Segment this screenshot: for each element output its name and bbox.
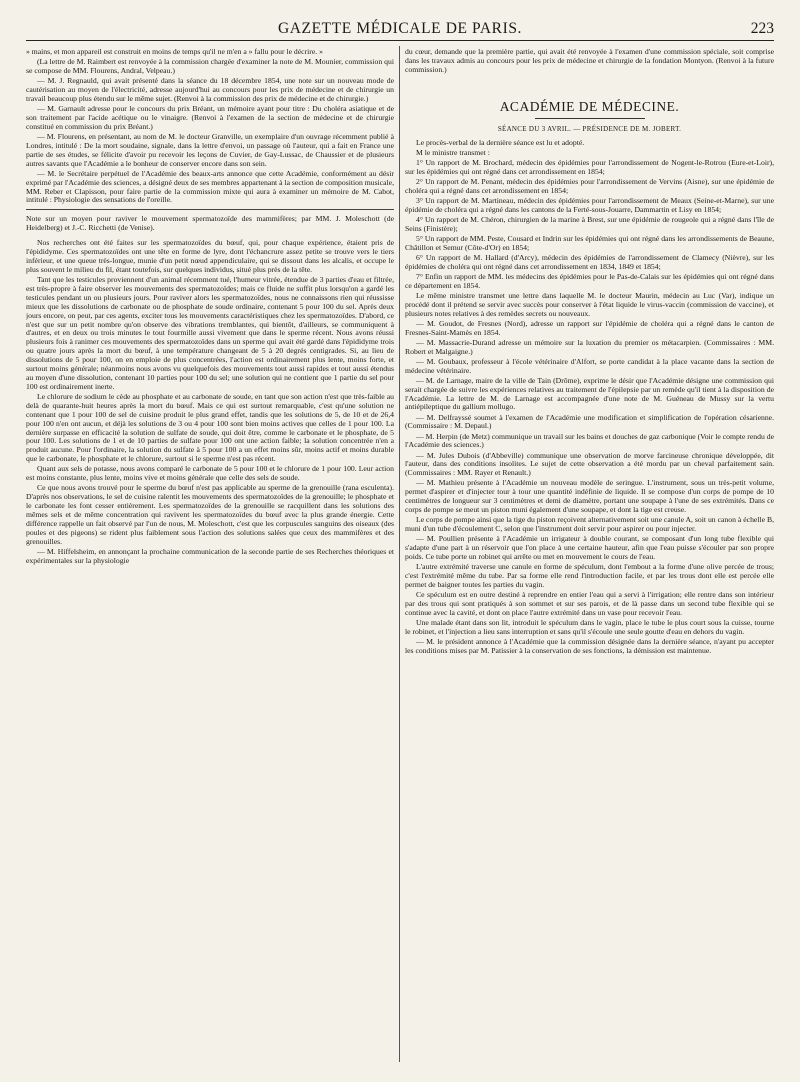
paragraph: Le procès-verbal de la dernière séance est lu et adopté. bbox=[416, 137, 585, 147]
paragraph: — M. le président annonce à l'Académie que la commission désignée dans la dernière séance, n'ayant pu accepter les conditions mises par M. Patissier à la conservation de ses fonctions, la démission est maintenue. bbox=[405, 636, 774, 655]
note-title: Note sur un moyen pour raviver le mouvement spermatozoïde des mammifères; par MM. J. Moleschott (de Heidelberg) et J.-C. Ricchetti (de Venise). bbox=[26, 214, 394, 233]
paragraph: 3° Un rapport de M. Martineau, médecin des épidémies pour l'arrondissement de Meaux (Seine-et-Marne), sur une épidémie de choléra qui a régné dans les cantons de la Ferté-sous-Jouarre, Dammartin et Lisy en 1854; bbox=[405, 195, 774, 214]
paragraph: Le corps de pompe ainsi que la tige du piston reçoivent alternativement soit une canule A, soit un canon à échelle B, muni d'un tube d'écoulement C, selon que l'instrument doit servir pour aspirer ou pour injecter. bbox=[405, 515, 774, 534]
column-divider bbox=[399, 46, 400, 1062]
heading-rule bbox=[535, 118, 645, 119]
paragraph: » mains, et mon appareil est construit en moins de temps qu'il ne m'en a » fallu pour le décrire. » bbox=[26, 48, 323, 56]
paragraph: Une malade étant dans son lit, introduit le spéculum dans le vagin, place le tube le plus court sous la cuisse, tourne le robinet, et l'injection a lieu sans interruption et sans qu'il s'écoule une seule goutte d'eau en dehors du vagin. bbox=[405, 617, 774, 636]
page-header bbox=[26, 18, 774, 41]
right-column bbox=[405, 48, 774, 1060]
paragraph: — M. Jules Dubois (d'Abbeville) communique une observation de morve farcineuse chronique développée, dit l'auteur, dans des conditions insolites. Le sujet de cette observation a été mordu par un cheval parfaitement sain. (Commissaires : MM. Rayer et Renault.) bbox=[405, 450, 774, 478]
paragraph: Le même ministre transmet une lettre dans laquelle M. le docteur Maurin, médecin au Luc (Var), indique un procédé dont il prétend se servir avec succès pour conserver à l'état liquide le virus-vaccin (commission de vaccine), et plusieurs notes relatives à des remèdes secrets ou nouveaux. bbox=[405, 290, 774, 318]
paragraph: — M. Herpin (de Metz) communique un travail sur les bains et douches de gaz carbonique (Voir le compte rendu de l'Académie des sciences.) bbox=[405, 431, 774, 450]
paragraph: Ce que nous avons trouvé pour le sperme du bœuf n'est pas applicable au sperme de la grenouille (rana esculenta). D'après nos observations, le sel de cuisine ralentit les mouvements des spermatozoïdes de la grenouille; le phosphate et le carbonate les font cesser entièrement. Les spermatozoïdes de la grenouille se racquillent dans les solutions des mêmes sels et de même concentration qui ravivent les spermatozoïdes du bœuf avec la plus grande énergie. Cette différence rappelle un fait observé par l'un de nous, M. Moleschott, c'est que les corpuscules sanguins des oiseaux (des poules et des pigeons) se rident plus faiblement sous l'action des solutions salées que ceux des mammifères et des grenouilles. bbox=[26, 483, 394, 546]
paragraph: — M. Massacrie-Durand adresse un mémoire sur la luxation du premier os métacarpien. (Commissaires : MM. Robert et Malgaigne.) bbox=[405, 337, 774, 356]
paragraph: Nos recherches ont été faites sur les spermatozoïdes du bœuf, qui, pour chaque expérience, étaient pris de l'épididyme. Ces spermatozoïdes ont une tête en forme de lyre, dont l'échancrure assez petite se trouve vers le tiers inférieur, et une queue très-longue, munie d'un petit nœud appendiculaire, qui se dissout dans les alcalis, et occupe le plus souvent le milieu du fil, étant toutefois, sur quelques individus, situé plus près de la tête. bbox=[26, 238, 394, 274]
paragraph: 5° Un rapport de MM. Peste, Cousard et Indrin sur les épidémies qui ont régné dans les arrondissements de Beaune, Châtillon et Semur (Côte-d'Or) en 1854; bbox=[405, 233, 774, 252]
paragraph: L'autre extrémité traverse une canule en forme de spéculum, dont l'embout a la forme d'une olive percée de trous; c'est l'extrémité même du tube. Par sa forme elle rend l'introduction facile, et par les trous dont elle est percée elle permet de baigner toutes les parties du vagin. bbox=[405, 562, 774, 589]
paragraph: — M. Hiffelsheim, en annonçant la prochaine communication de la seconde partie de ses Recherches théoriques et expérimentales sur la physiologie bbox=[26, 546, 394, 565]
paragraph: Ce spéculum est en outre destiné à reprendre en entier l'eau qui a servi à l'irrigation; elle rentre dans son intérieur par des trous qui sont pratiqués à son sommet et sur ses parois, et de là passe dans un second tube flexible qui se continue avec la cavité, et dont on place l'autre extrémité dans un vase pour recevoir l'eau. bbox=[405, 590, 774, 617]
paragraph: — M. Delfrayssé soumet à l'examen de l'Académie une modification et simplification de l'opération césarienne. (Commissaire : M. Depaul.) bbox=[405, 412, 774, 431]
paragraph: — M. Flourens, en présentant, au nom de M. le docteur Granville, un exemplaire d'un ouvrage récemment publié à Londres, intitulé : De la mort soudaine, signale, dans la lettre d'envoi, un passage où l'auteur, qui a fait en France une partie de ses études, se félicite d'avoir pu recevoir les leçons de Cuvier, de Gay-Lussac, de Chaussier et de plusieurs autres savants que l'Académie a le bonheur de conserver encore dans son sein. bbox=[26, 131, 394, 168]
paragraph: — M. Mathieu présente à l'Académie un nouveau modèle de seringue. L'instrument, sous un très-petit volume, permet d'aspirer et d'injecter tour à tour une quantité indéfinie de liquide. Il se compose d'un corps de pompe de 10 centimètres de longueur sur 3 centimètres et demi de diamètre, portant une soupape à l'une de ses extrémités. Dans ce corps de pompe se meut un piston muni également d'une soupape, et dont la tige est creuse. bbox=[405, 478, 774, 515]
paragraph: 4° Un rapport de M. Chéron, chirurgien de la marine à Brest, sur une épidémie de rougeole qui a régné dans l'île de Seins (Finistère); bbox=[405, 214, 774, 233]
paragraph: M le ministre transmet : bbox=[416, 147, 490, 157]
paragraph: 6° Un rapport de M. Hallard (d'Arcy), médecin des épidémies de l'arrondissement de Clamecy (Nièvre), sur les épidémies de choléra qui ont régné dans cet arrondissement en 1834, 1849 et 1854; bbox=[405, 252, 774, 271]
paragraph: 2° Un rapport de M. Penant, médecin des épidémies pour l'arrondissement de Vervins (Aisne), sur une épidémie de choléra qui a régné dans cet arrondissement en 1854; bbox=[405, 176, 774, 195]
section-divider bbox=[26, 209, 394, 210]
paragraph: — M. Goubaux, professeur à l'école vétérinaire d'Alfort, se porte candidat à la place vacante dans la section de médecine vétérinaire. bbox=[405, 356, 774, 375]
paragraph: 7° Enfin un rapport de MM. les médecins des épidémies pour le Pas-de-Calais sur les épidémies qui ont régné dans ce département en 1854. bbox=[405, 271, 774, 290]
paragraph: — M. J. Regnauld, qui avait présenté dans la séance du 18 décembre 1854, une note sur un nouveau mode de cautérisation au moyen de l'électricité, adresse aujourd'hui au concours pour les prix de médecine et de chirurgie un travail beaucoup plus étendu sur le même sujet. (Renvoi à la commission des prix de médecine et de chirurgie.) bbox=[26, 76, 394, 103]
paragraph: — M. Poullien présente à l'Académie un irrigateur à double courant, se composant d'un long tube flexible qui s'adapte d'une part à un réservoir que l'on place à une certaine hauteur, afin que l'eau puisse s'écouler par son propre poids. Ce tube porte un robinet qui arrête ou met en mouvement le cours de l'eau. bbox=[405, 534, 774, 562]
section-heading: ACADÉMIE DE MÉDECINE. bbox=[499, 98, 680, 114]
paragraph: Tant que les testicules proviennent d'un animal récemment tué, l'humeur vitrée, étendue de 3 parties d'eau et filtrée, est très-propre à faire observer les mouvements des spermatozoïdes; mais ce fluide ne suffit plus lorsqu'on a gardé les testicules pendant un ou plusieurs jours. Pour raviver alors les spermatozoïdes, nous ne connaissons rien qui réussisse mieux que les dissolutions de carbonate ou de phosphate de soude ordinaire, contenant 5 pour 100 du sel. Après deux jours encore, on peut, par ces agents, exciter tous les mouvements caractéristiques chez les spermatozoïdes. D'abord, ce n'est que sur un petit nombre qu'on observe des vibrations tremblantes, qui bientôt, d'ailleurs, se communiquent à d'autres, et en deux ou trois minutes le tout fourmille aussi vivement que dans le sperme récent. Nous avons réussi plusieurs fois à ranimer ces mouvements des spermatozoïdes dans un sperme qui avait été gardé dans l'épididyme trois ou quatre jours après la mort du bœuf, à une température changeant de 5 à 20 degrés centigrades. Si, au lieu de dissolutions de 5 pour 100, on en emploie de plus concentrées, l'action est ordinairement plus lente, moins forte, et surtout moins générale; néanmoins nous avons vu quelquefois des mouvements tout aussi rapides et tout aussi étendus au moyen d'une dissolution, contenant 10 parties pour 100 du sel; une solution qui ne contient que 1 partie du sel pour 100 est ordinairement inerte. bbox=[26, 274, 394, 391]
left-column bbox=[26, 48, 394, 1060]
paragraph: du cœur, demande que la première partie, qui avait été renvoyée à l'examen d'une commission spéciale, soit comprise dans les travaux admis au concours pour les prix de médecine et chirurgie de la fondation Montyon. (Renvoi à la future commission.) bbox=[405, 48, 774, 74]
paragraph: — M. le Secrétaire perpétuel de l'Académie des beaux-arts annonce que cette Académie, conformément au désir exprimé par l'Académie des sciences, a désigné deux de ses membres appartenant à la section de composition musicale, MM. Reber et Clapisson, pour faire partie de la commission mixte qui aura à examiner un mémoire de M. Cabot, intitulé : Physiologie des sensations de l'oreille. bbox=[26, 168, 394, 205]
session-line: SÉANCE DU 3 AVRIL. — PRÉSIDENCE DE M. JOBERT. bbox=[497, 124, 682, 133]
paragraph: — M. Garnault adresse pour le concours du prix Bréant, un mémoire ayant pour titre : Du choléra asiatique et de son traitement par l'acide acétique ou le vinaigre. (Renvoi à l'examen de la section de médecine et de chirurgie constitué en commission du prix Bréant.) bbox=[26, 104, 394, 131]
page-number: 223 bbox=[750, 20, 774, 37]
paragraph: Quant aux sels de potasse, nous avons comparé le carbonate de 5 pour 100 et le chlorure de 1 pour 100. Leur action est moins constante, plus lente, moins vive et moins générale que celle des sels de soude. bbox=[26, 464, 394, 483]
running-title: GAZETTE MÉDICALE DE PARIS. bbox=[277, 20, 523, 37]
paragraph: (La lettre de M. Raimbert est renvoyée à la commission chargée d'examiner la note de M. Mounier, commission qui se compose de MM. Flourens, Andral, Velpeau.) bbox=[26, 57, 394, 75]
paragraph: — M. Goudot, de Fresnes (Nord), adresse un rapport sur l'épidémie de choléra qui a régné dans le canton de Fresnes-Saint-Mamès en 1854. bbox=[405, 318, 774, 337]
paragraph: — M. de Larnage, maire de la ville de Tain (Drôme), exprime le désir que l'Académie désigne une commission qui serait chargée de suivre les expériences relatives au traitement de l'épilepsie par un remède qu'il tient à la disposition de l'Académie. La lettre de M. de Larnage est accompagnée d'une note de M. Guéneau de Mussy sur la vertu antiépileptique du gallium mollugo. bbox=[405, 375, 774, 412]
paragraph: 1° Un rapport de M. Brochard, médecin des épidémies pour l'arrondissement de Nogent-le-Rotrou (Eure-et-Loir), sur les épidémies qui ont régné dans cet arrondissement en 1854; bbox=[405, 157, 774, 176]
paragraph: Le chlorure de sodium le cède au phosphate et au carbonate de soude, en tant que son action n'est que très-faible au delà de quarante-huit heures après la mort du bœuf. Mais ce qui est surtout remarquable, c'est qu'une solution ne contenant que 1 pour 100 de sel de cuisine produit le plus grand effet, tandis que les solutions de 5, de 10 et de 26,4 pour 100 n'en ont aucun, et déjà les solutions de 3 ou 4 pour 100 sont bien moins actives que celles de 1 pour 100. La dernière surpasse en efficacité la solution de sulfate de soude, qui doit être, comme le carbonate et le phosphate, de 5 pour 100. Les solutions de 1 et de 10 parties de sulfate pour 100 ont une action faible; la solution concentrée n'en a produit aucune. Pour l'ordinaire, la solution du sulfate à 5 pour 100 a un effet moins sûr, moins actif et moins durable que le carbonate, le phosphate et le chlorure, surtout si le sperme n'est pas récent. bbox=[26, 391, 394, 464]
